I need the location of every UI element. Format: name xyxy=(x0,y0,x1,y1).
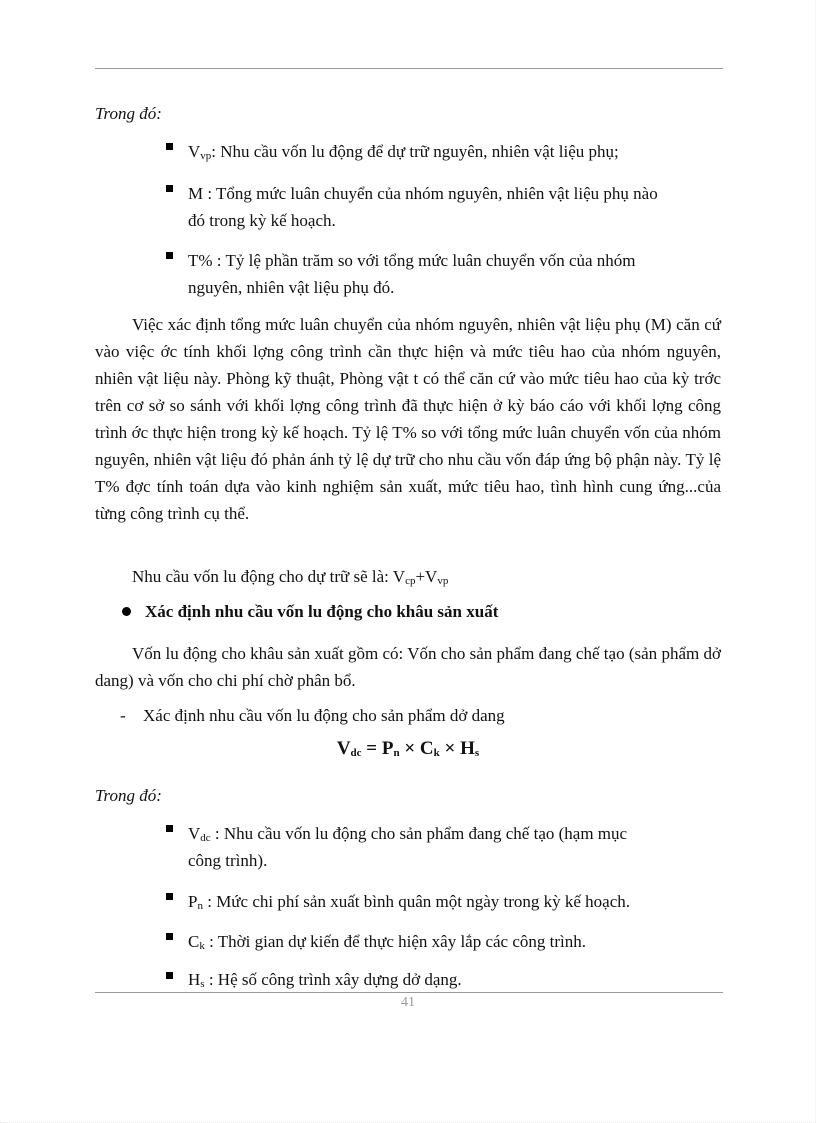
definition-item-hs: $H_s$ : Hệ số công trình xây dựng dở dạng. xyxy=(188,970,462,990)
square-bullet-icon xyxy=(166,143,173,150)
section-heading-san-xuat: Xác định nhu cầu vốn lu động cho khâu sản xuất xyxy=(145,602,499,621)
square-bullet-icon xyxy=(166,972,173,979)
square-bullet-icon xyxy=(166,893,173,900)
header-rule xyxy=(95,68,723,69)
square-bullet-icon xyxy=(166,252,173,259)
square-bullet-icon xyxy=(166,185,173,192)
formula-vdc: $V_{dc} = P_n \times C_k \times H_s$ xyxy=(336,738,480,759)
trong-do-label-2: Trong đó: xyxy=(95,786,162,805)
definition-item-m: M : Tổng mức luân chuyển của nhóm nguyên, nhiên vật liệu phụ nào đó trong kỳ kế hoạch. xyxy=(188,184,658,230)
dash-item-do-dang: Xác định nhu cầu vốn lu động cho sản phẩm dở dang xyxy=(143,706,505,725)
page-number: 41 xyxy=(401,995,415,1010)
definition-item-t: T% : Tỷ lệ phần trăm so với tổng mức luân chuyển vốn của nhóm nguyên, nhiên vật liệu phụ đó. xyxy=(188,251,636,297)
paragraph-luan-chuyen: Việc xác định tổng mức luân chuyển của nhóm nguyên, nhiên vật liệu phụ (M) căn cứ vào việc ớc tính khối lợng công trình cần thực hiện và mức tiêu hao của nhóm nguyên, nhiên vật liệu này. Phòng kỹ thuật, Phòng vật t có thể căn cứ vào mức tiêu hao của kỳ trớc trên cơ sở so sánh với khối lợng công trình đã thực hiện ở kỳ báo cáo với khối lợng công trình ớc thực hiện trong kỳ kế hoạch. Tỷ lệ T% so với tổng mức luân chuyển vốn của nhóm nguyên, nhiên vật liệu đó phản ánh tỷ lệ dự trữ cho nhu cầu vốn đáp ứng bộ phận này. Tỷ lệ T% đợc tính toán dựa vào kinh nghiệm sản xuất, mức tiêu hao, tình hình cung ứng...của từng công trình cụ thể. xyxy=(95,315,721,523)
definition-item-vvp: $V_{vp}$: Nhu cầu vốn lu động để dự trữ nguyên, nhiên vật liệu phụ; xyxy=(188,142,619,162)
trong-do-label-1: Trong đó: xyxy=(95,104,162,123)
paragraph-khau-san-xuat: Vốn lu động cho khâu sản xuất gồm có: Vốn cho sản phẩm đang chế tạo (sản phẩm dở dang) và vốn cho chi phí chờ phân bổ. xyxy=(95,644,721,690)
dash-marker: - xyxy=(120,706,126,725)
total-demand-line: Nhu cầu vốn lu động cho dự trữ sẽ là: $V_{cp}+V_{vp}$ xyxy=(132,567,449,587)
definition-item-vdc: $V_{dc}$ : Nhu cầu vốn lu động cho sản phẩm đang chế tạo (hạm mục công trình). xyxy=(188,824,628,870)
definition-item-pn: $P_n$ : Mức chi phí sản xuất bình quân một ngày trong kỳ kế hoạch. xyxy=(188,892,631,912)
square-bullet-icon xyxy=(166,825,173,832)
definition-item-ck: $C_k$ : Thời gian dự kiến để thực hiện xây lắp các công trình. xyxy=(188,932,587,952)
square-bullet-icon xyxy=(166,933,173,940)
round-bullet-icon xyxy=(122,607,131,616)
footer-rule xyxy=(95,992,723,993)
